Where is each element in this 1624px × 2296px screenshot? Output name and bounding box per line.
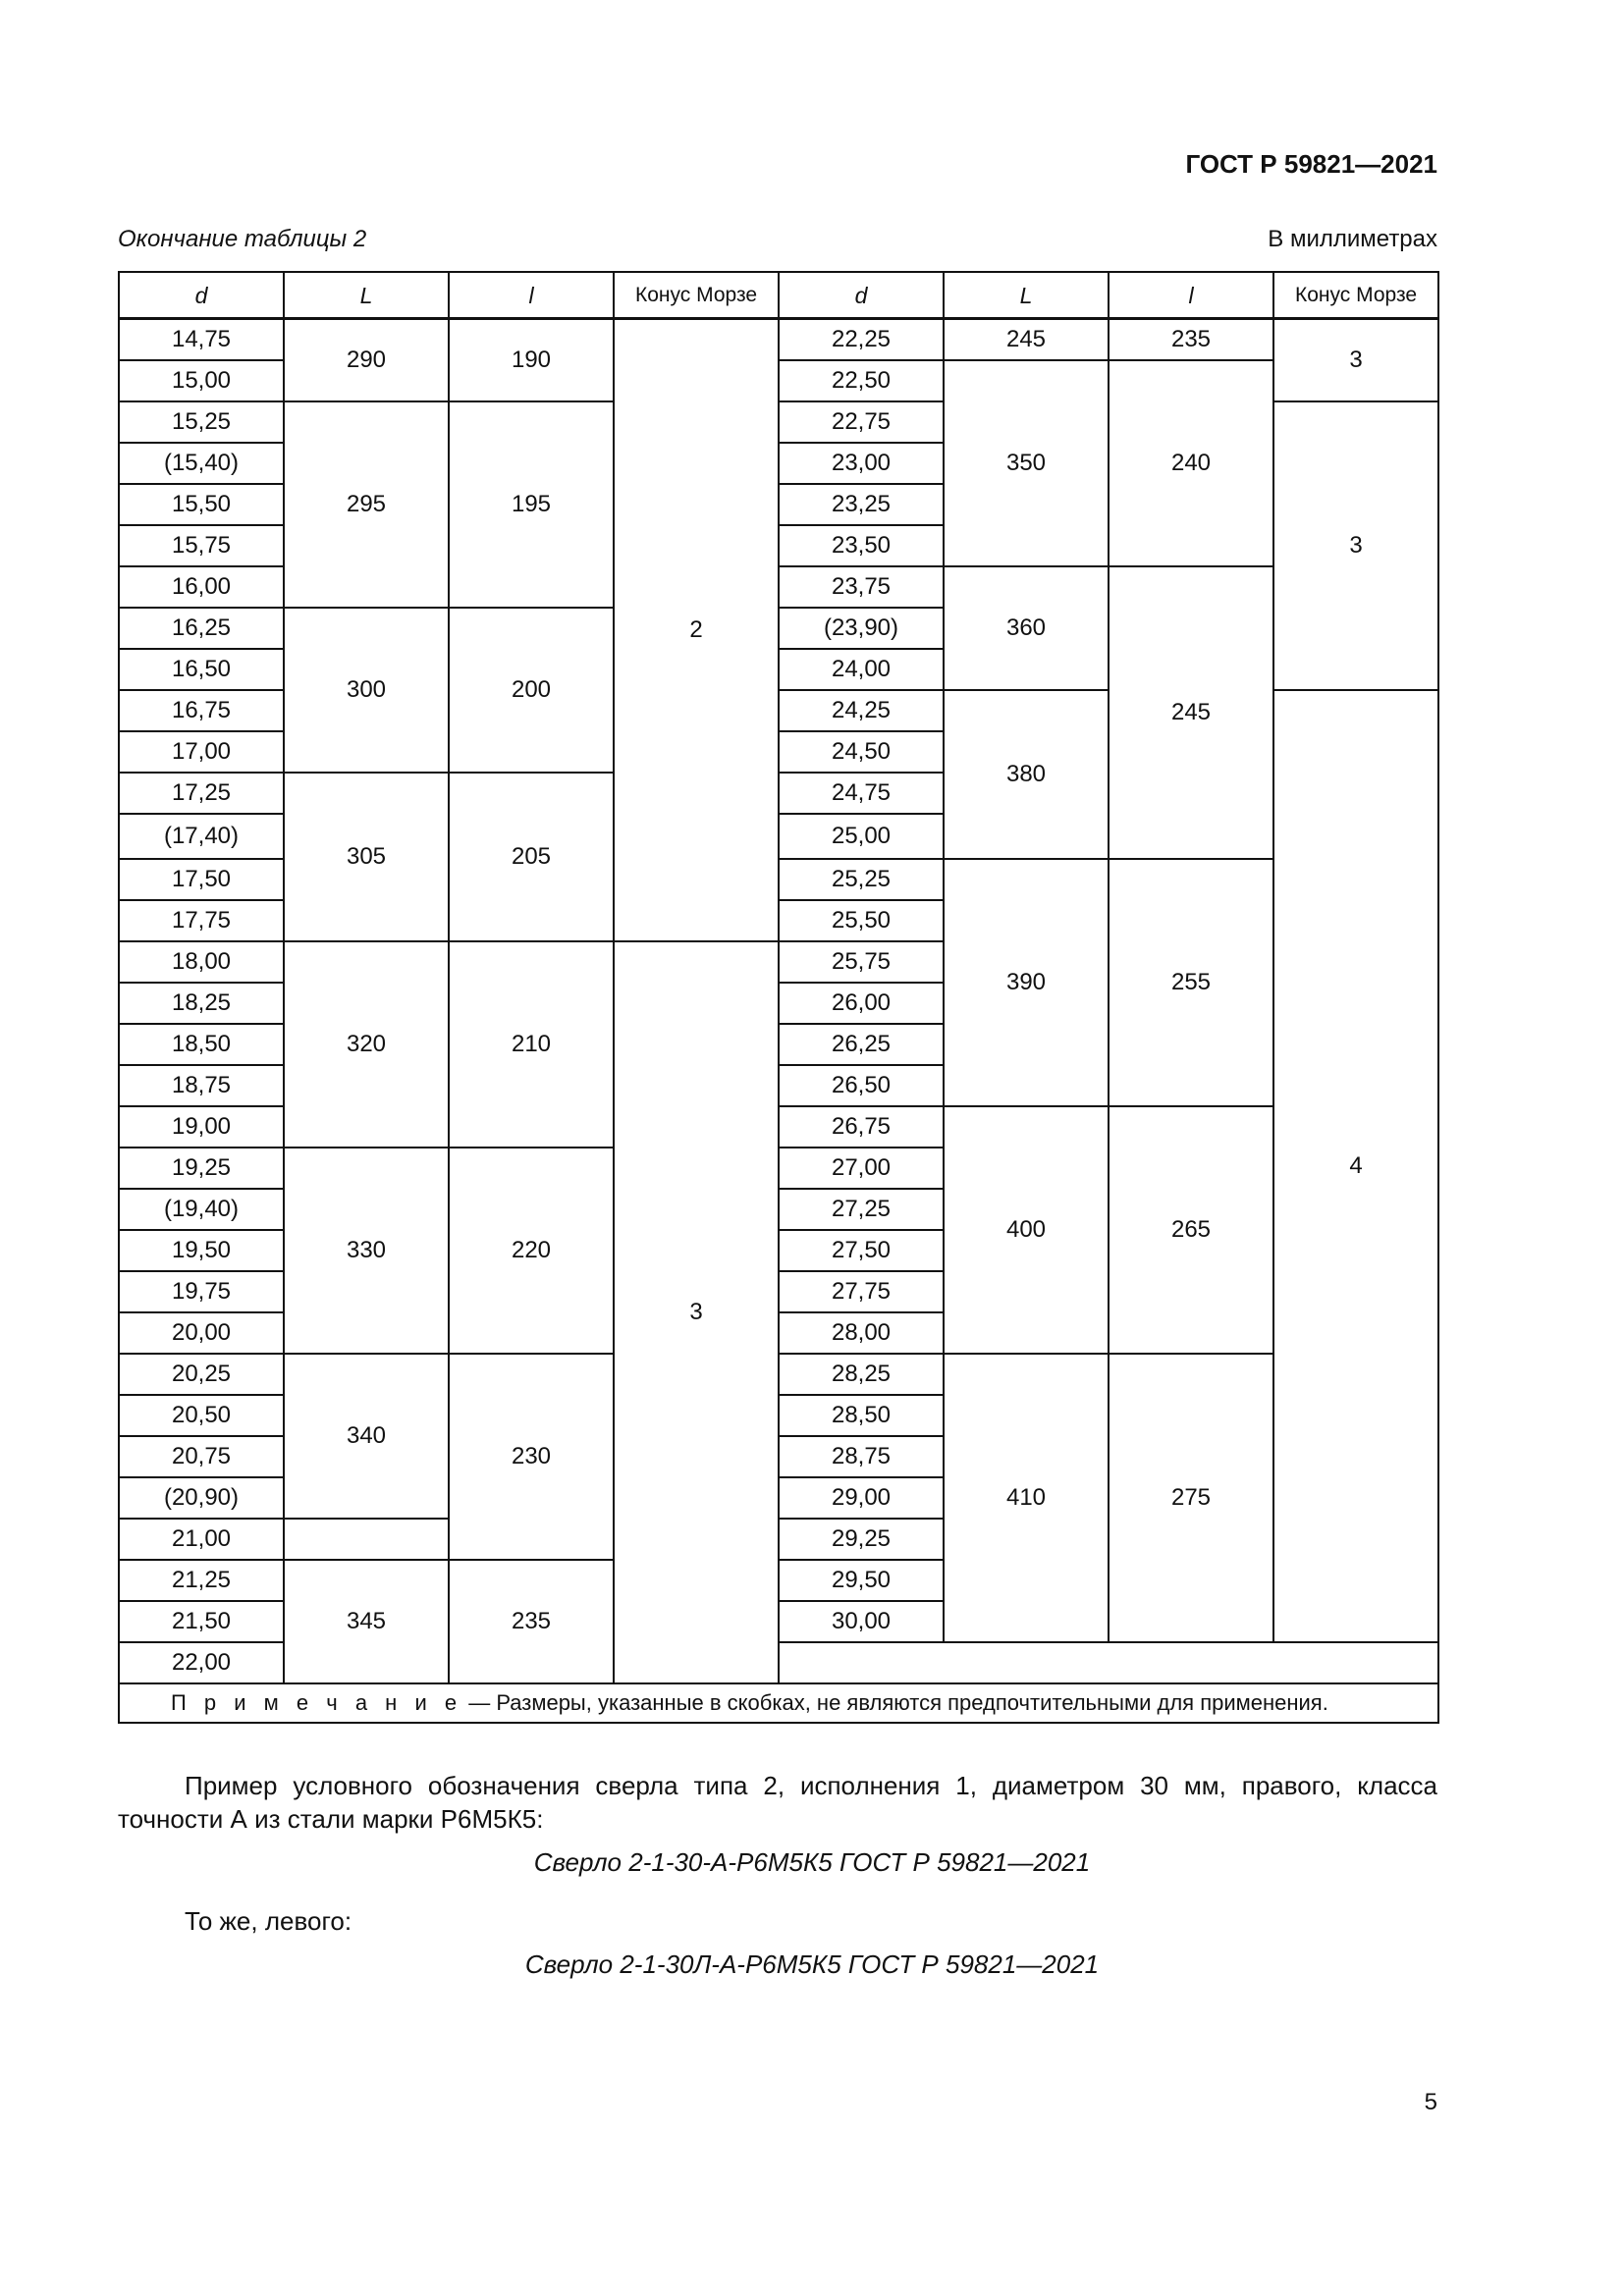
cell-d: 18,25 xyxy=(119,983,284,1024)
cell-d: 28,00 xyxy=(779,1312,944,1354)
cell-d: 27,00 xyxy=(779,1148,944,1189)
example-intro-text: Пример условного обозначения сверла типа 2, исполнения 1, диаметром 30 мм, правого, класса точности А из стали марки Р6М5К5: xyxy=(118,1771,1437,1834)
cell-morse: 3 xyxy=(1273,319,1438,402)
cell-morse: 3 xyxy=(614,941,779,1683)
standard-header: ГОСТ Р 59821—2021 xyxy=(1185,149,1437,179)
cell-d: 23,50 xyxy=(779,525,944,566)
cell-d: 19,00 xyxy=(119,1106,284,1148)
table-caption: Окончание таблицы 2 xyxy=(118,226,367,252)
header-d-right: d xyxy=(779,272,944,319)
cell-d: 28,25 xyxy=(779,1354,944,1395)
cell-d: 15,75 xyxy=(119,525,284,566)
cell-d: 19,50 xyxy=(119,1230,284,1271)
cell-l: 255 xyxy=(1109,859,1273,1106)
example-intro-paragraph xyxy=(118,1769,1437,1836)
cell-d: 26,50 xyxy=(779,1065,944,1106)
cell-d: 18,75 xyxy=(119,1065,284,1106)
cell-L: 295 xyxy=(284,401,449,608)
header-l-right: l xyxy=(1109,272,1273,319)
cell-d: 16,75 xyxy=(119,690,284,731)
cell-l: 205 xyxy=(449,773,614,941)
cell-d: 30,00 xyxy=(779,1601,944,1642)
cell-d: 26,00 xyxy=(779,983,944,1024)
cell-L: 350 xyxy=(944,360,1109,566)
cell-d: 23,25 xyxy=(779,484,944,525)
cell-d: 29,25 xyxy=(779,1519,944,1560)
cell-d: 15,50 xyxy=(119,484,284,525)
cell-L: 400 xyxy=(944,1106,1109,1354)
cell-l: 235 xyxy=(449,1560,614,1683)
cell-d: 24,50 xyxy=(779,731,944,773)
cell-d: 14,75 xyxy=(119,319,284,361)
table-note xyxy=(119,1683,1438,1723)
cell-d: 17,75 xyxy=(119,900,284,941)
cell-l: 210 xyxy=(449,941,614,1148)
cell-l: 245 xyxy=(1109,566,1273,859)
cell-d: 16,00 xyxy=(119,566,284,608)
header-l-left: l xyxy=(449,272,614,319)
cell-L: 410 xyxy=(944,1354,1109,1642)
cell-d: 21,25 xyxy=(119,1560,284,1601)
cell-d: 28,75 xyxy=(779,1436,944,1477)
same-left-paragraph xyxy=(118,1904,1437,1938)
note-text: — Размеры, указанные в скобках, не являются предпочтительными для применения. xyxy=(462,1690,1328,1715)
cell-l: 235 xyxy=(1109,319,1273,361)
cell-l: 220 xyxy=(449,1148,614,1354)
cell-L: 300 xyxy=(284,608,449,773)
cell-d: 19,25 xyxy=(119,1148,284,1189)
table-header-row xyxy=(119,272,1438,319)
cell-d: 27,25 xyxy=(779,1189,944,1230)
cell-d: 27,50 xyxy=(779,1230,944,1271)
cell-d: 25,50 xyxy=(779,900,944,941)
cell-L: 320 xyxy=(284,941,449,1148)
cell-d: 29,00 xyxy=(779,1477,944,1519)
cell-d: (23,90) xyxy=(779,608,944,649)
table-row xyxy=(119,1354,1438,1395)
cell-L: 340 xyxy=(284,1354,449,1519)
cell-d: 20,50 xyxy=(119,1395,284,1436)
note-label: П р и м е ч а н и е xyxy=(171,1690,463,1715)
cell-L: 330 xyxy=(284,1148,449,1354)
cell-d: 17,25 xyxy=(119,773,284,814)
cell-d: 23,00 xyxy=(779,443,944,484)
cell-d: 23,75 xyxy=(779,566,944,608)
cell-d: 29,50 xyxy=(779,1560,944,1601)
cell-d: 21,00 xyxy=(119,1519,284,1560)
cell-d: 26,75 xyxy=(779,1106,944,1148)
drill-dimensions-table xyxy=(118,271,1439,1724)
table-note-row xyxy=(119,1683,1438,1723)
cell-l: 190 xyxy=(449,319,614,402)
cell-d: (20,90) xyxy=(119,1477,284,1519)
cell-d: (19,40) xyxy=(119,1189,284,1230)
cell-d: 16,50 xyxy=(119,649,284,690)
cell-L: 245 xyxy=(944,319,1109,361)
table-row xyxy=(119,319,1438,361)
units-caption: В миллиметрах xyxy=(1268,226,1437,252)
cell-d: 24,00 xyxy=(779,649,944,690)
cell-L: 360 xyxy=(944,566,1109,690)
cell-L: 305 xyxy=(284,773,449,941)
header-morse-left: Конус Морзе xyxy=(614,272,779,319)
cell-L: 380 xyxy=(944,690,1109,859)
same-left-text: То же, левого: xyxy=(185,1906,352,1936)
cell-d: 22,25 xyxy=(779,319,944,361)
cell-d: (15,40) xyxy=(119,443,284,484)
page-number: 5 xyxy=(1424,2089,1437,2115)
cell-d: 24,75 xyxy=(779,773,944,814)
cell-d: 27,75 xyxy=(779,1271,944,1312)
cell-d: 25,00 xyxy=(779,814,944,859)
cell-morse: 3 xyxy=(1273,401,1438,690)
cell-d: 25,25 xyxy=(779,859,944,900)
cell-morse: 2 xyxy=(614,319,779,942)
cell-L: 390 xyxy=(944,859,1109,1106)
header-d-left: d xyxy=(119,272,284,319)
header-L-right: L xyxy=(944,272,1109,319)
cell-empty-right xyxy=(779,1642,1438,1683)
cell-d: 26,25 xyxy=(779,1024,944,1065)
cell-d: 22,50 xyxy=(779,360,944,401)
cell-L: 345 xyxy=(284,1560,449,1683)
cell-d: 25,75 xyxy=(779,941,944,983)
cell-l: 195 xyxy=(449,401,614,608)
cell-d: 15,00 xyxy=(119,360,284,401)
cell-morse: 4 xyxy=(1273,690,1438,1642)
cell-d: 17,50 xyxy=(119,859,284,900)
cell-l: 200 xyxy=(449,608,614,773)
cell-d: 18,00 xyxy=(119,941,284,983)
cell-d: 21,50 xyxy=(119,1601,284,1642)
example-designation-right: Сверло 2-1-30-А-Р6М5К5 ГОСТ Р 59821—2021 xyxy=(533,1847,1091,1877)
cell-l: 275 xyxy=(1109,1354,1273,1642)
cell-L-empty xyxy=(284,1519,449,1560)
cell-L: 290 xyxy=(284,319,449,402)
cell-d: 19,75 xyxy=(119,1271,284,1312)
example-designation-left: Сверло 2-1-30Л-А-Р6М5К5 ГОСТ Р 59821—2021 xyxy=(524,1949,1100,1979)
cell-d: 24,25 xyxy=(779,690,944,731)
cell-d: 18,50 xyxy=(119,1024,284,1065)
cell-d: (17,40) xyxy=(119,814,284,859)
cell-d: 22,00 xyxy=(119,1642,284,1683)
cell-l: 265 xyxy=(1109,1106,1273,1354)
cell-d: 20,75 xyxy=(119,1436,284,1477)
cell-l: 230 xyxy=(449,1354,614,1560)
cell-d: 22,75 xyxy=(779,401,944,443)
cell-d: 28,50 xyxy=(779,1395,944,1436)
cell-d: 20,00 xyxy=(119,1312,284,1354)
cell-d: 16,25 xyxy=(119,608,284,649)
cell-d: 17,00 xyxy=(119,731,284,773)
cell-l: 240 xyxy=(1109,360,1273,566)
cell-d: 15,25 xyxy=(119,401,284,443)
cell-d: 20,25 xyxy=(119,1354,284,1395)
header-morse-right: Конус Морзе xyxy=(1273,272,1438,319)
header-L-left: L xyxy=(284,272,449,319)
